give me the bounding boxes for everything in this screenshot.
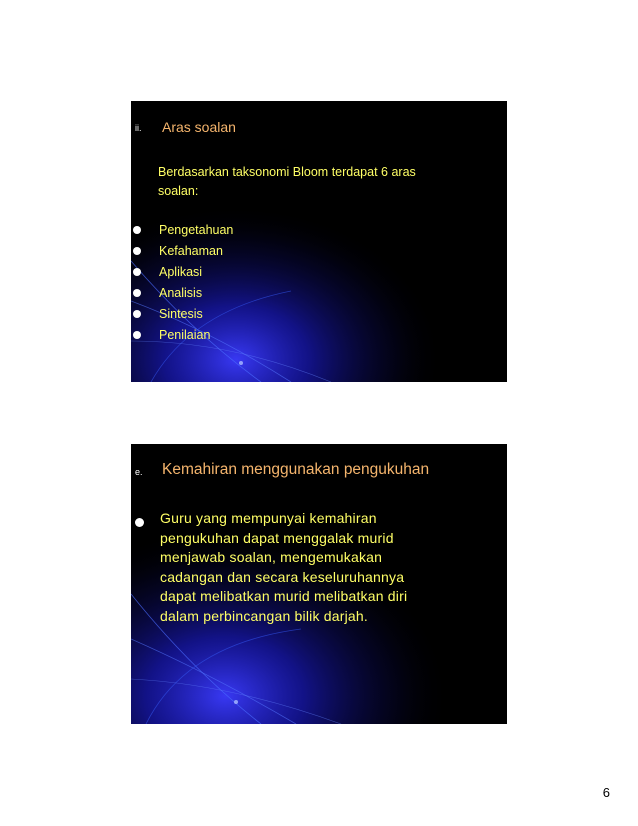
bullet-icon	[133, 247, 141, 255]
bullet-icon	[133, 268, 141, 276]
bullet-icon	[133, 310, 141, 318]
list-item	[133, 283, 233, 304]
body-line: pengukuhan dapat menggalak murid	[160, 529, 394, 546]
list-marker: e.	[135, 467, 143, 477]
bullet-icon	[135, 518, 144, 527]
list-item	[133, 304, 233, 325]
body-line: cadangan dan secara keseluruhannya	[160, 568, 405, 585]
slide-aras-soalan	[131, 101, 507, 382]
list-item	[133, 220, 233, 241]
bullet-icon	[133, 226, 141, 234]
body-line: dapat melibatkan murid melibatkan diri	[160, 588, 408, 604]
slide-heading: Kemahiran menggunakan pengukuhan	[162, 461, 430, 478]
list-item-label: Analisis	[159, 286, 203, 300]
bullet-icon	[133, 331, 141, 339]
body-line: Guru yang mempunyai kemahiran	[160, 510, 377, 526]
body-line: menjawab soalan, mengemukakan	[160, 549, 383, 565]
list-item	[133, 262, 233, 283]
list-item	[133, 241, 233, 262]
bullet-icon	[133, 289, 141, 297]
slide-heading: Aras soalan	[162, 119, 236, 135]
list-item-label: Sintesis	[159, 307, 203, 321]
slide-kemahiran-pengukuhan	[131, 444, 507, 724]
intro-line: soalan:	[158, 184, 199, 198]
list-item-label: Pengetahuan	[159, 223, 234, 237]
list-item-label: Kefahaman	[159, 244, 223, 258]
intro-line: Berdasarkan taksonomi Bloom terdapat 6 aras	[158, 165, 416, 179]
body-line: dalam perbincangan bilik darjah.	[160, 607, 368, 624]
body-text	[160, 509, 460, 626]
list-item-label: Penilaian	[159, 328, 211, 342]
bloom-levels-list	[133, 220, 233, 346]
intro-text	[158, 163, 478, 201]
page-number: 6	[602, 785, 610, 800]
list-item	[133, 325, 233, 346]
list-item-label: Aplikasi	[159, 265, 203, 279]
list-marker: ii.	[135, 123, 142, 133]
